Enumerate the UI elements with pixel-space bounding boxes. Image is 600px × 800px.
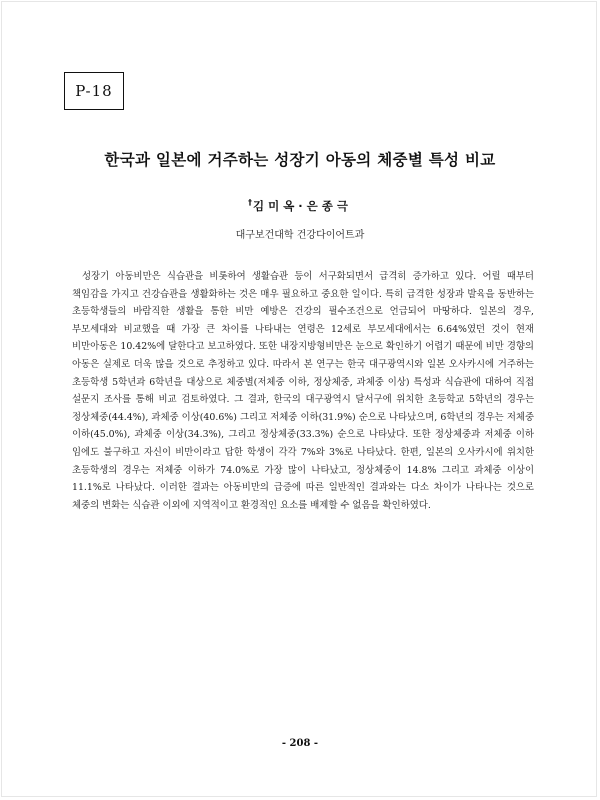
poster-id-label: P-18	[75, 82, 113, 100]
authors-line	[0, 198, 600, 214]
abstract-body: 성장기 아동비만은 식습관을 비롯하여 생활습관 등이 서구화되면서 급격히 증가하고 있다. 어릴 때부터 책임감을 가지고 건강습관을 생활화하는 것은 매우 필요하고 중요한 일이다. 특히 급격한 성장과 발육을 동반하는 초등학생들의 바람직한 생활을 통한 비만 예방은 건강의 필수조건으로 언급되어 마땅하다. 일본의 경우, 부모세대와 비교했을 때 가장 큰 차이를 나타내는 연령은 12세로 부모세대에서는 6.64%였던 것이 현재 비만아동은 10.42%에 달한다고 보고하였다. 또한 내장지방형비만은 눈으로 확인하기 어렵기 때문에 비만 경향의 아동은 실제로 더욱 많을 것으로 추정하고 있다. 따라서 본 연구는 한국 대구광역시와 일본 오사카시에 거주하는 초등학생 5학년과 6학년을 대상으로 체중별(저체중 이하, 정상체중, 과체중 이상) 특성과 식습관에 대하여 직접 설문지 조사를 통해 비교 검토하였다. 그 결과, 한국의 대구광역시 달서구에 위치한 초등학교 5학년의 경우는 정상체중(44.4%), 과체중 이상(40.6%) 그리고 저체중 이하(31.9%) 순으로 나타났으며, 6학년의 경우는 저체중 이하(45.0%), 과체중 이상(34.3%), 그리고 정상체중(33.3%) 순으로 나타났다. 또한 정상체중과 저체중 이하 임에도 불구하고 자신이 비만이라고 답한 학생이 각각 7%와 3%로 나타났다. 한편, 일본의 오사카시에 위치한 초등학생의 경우는 저체중 이하가 74.0%로 가장 많이 나타났고, 정상체중이 14.8% 그리고 과체중 이상이 11.1%로 나타났다. 이러한 결과는 아동비만의 급증에 따른 일반적인 결과와는 다소 차이가 나타나는 것으로 체중의 변화는 식습관 이외에 지역적이고 환경적인 요소를 배제할 수 없음을 확인하였다.	[72, 271, 534, 511]
poster-id-box	[64, 72, 124, 110]
corresponding-author-mark: †	[247, 198, 252, 208]
affiliation: 대구보건대학 건강다이어트과	[235, 230, 365, 241]
page-number: - 208 -	[281, 738, 319, 749]
author-names: 김미옥·은종극	[252, 199, 353, 213]
paper-title: 한국과 일본에 거주하는 성장기 아동의 체중별 특성 비교	[104, 151, 496, 169]
